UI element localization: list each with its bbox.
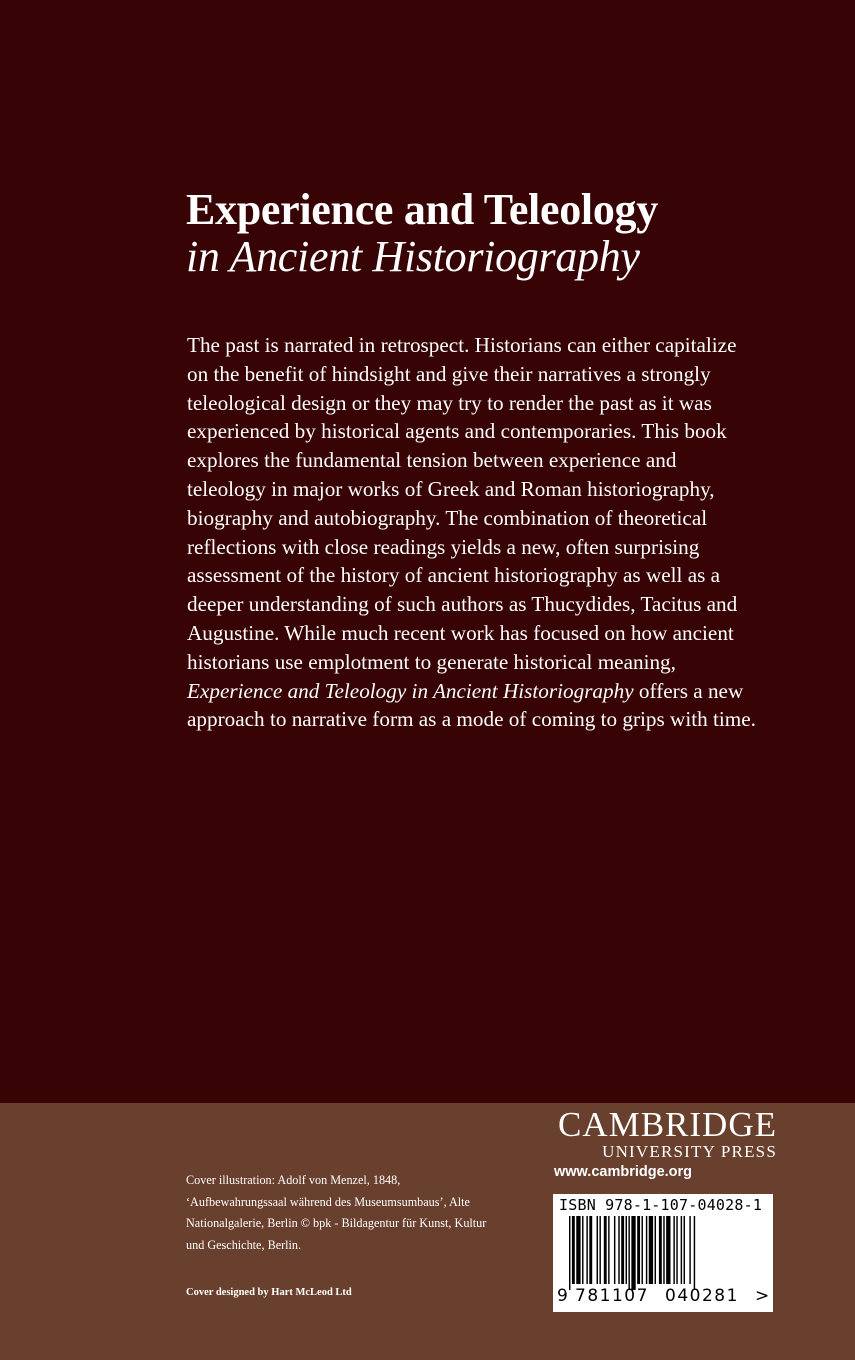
description-line: teleology in major works of Greek and Roman historiography, [187,476,715,501]
description-line: on the benefit of hindsight and give their narratives a strongly [187,361,711,386]
description-line: experienced by historical agents and contemporaries. This book [187,419,727,444]
barcode-bar [666,1216,670,1284]
book-title [186,186,806,280]
barcode-bar [659,1216,662,1284]
publisher-subname: UNIVERSITY PRESS [602,1142,777,1161]
cover-illustration-credit [186,1170,546,1256]
description-line [187,677,787,706]
cover-designer-credit: Cover designed by Hart McLeod Ltd [186,1287,352,1298]
barcode-bar [631,1216,635,1290]
barcode-bar [642,1216,643,1284]
description-line: The past is narrated in retrospect. Historians can either capitalize [187,333,737,357]
credit-line: und Geschichte, Berlin. [186,1237,302,1252]
description-line: explores the fundamental tension between experience and [187,448,677,473]
description-line: reflections with close readings yields a new, often surprising [187,534,700,559]
barcode-digits [553,1286,773,1310]
publisher-website: www.cambridge.org [554,1164,693,1180]
barcode-bar [599,1216,600,1284]
barcode-group-1: 781107 [575,1286,649,1306]
barcode-arrow: > [755,1286,770,1306]
barcode-bar [663,1216,664,1284]
barcode-bar [572,1216,575,1284]
book-title-line-2: in Ancient Historiography [186,232,640,281]
book-description [187,331,787,734]
publisher-logo [552,1105,777,1183]
barcode-bar [597,1216,598,1284]
isbn-label: ISBN 978-1-107-04028-1 [559,1196,763,1214]
barcode-bar [582,1216,583,1284]
isbn-barcode [553,1194,773,1312]
barcode-bar [637,1216,640,1284]
barcode-first-digit: 9 [557,1286,568,1306]
description-line: approach to narrative form as a mode of coming to grips with time. [187,707,756,732]
publisher-name: CAMBRIDGE [557,1105,777,1144]
description-line: historians use emplotment to generate historical meaning, [187,649,676,674]
credit-line: ‘Aufbewahrungssaal während des Museumsumbaus’, Alte [186,1194,470,1209]
barcode-bar [681,1216,682,1284]
barcode-bar [694,1216,695,1290]
barcode-bar [621,1216,624,1284]
description-line: biography and autobiography. The combination of theoretical [187,505,708,530]
barcode-bar [608,1216,609,1284]
book-title-line-1: Experience and Teleology [186,185,658,234]
barcode-bar [614,1216,615,1284]
credit-line: Cover illustration: Adolf von Menzel, 1848, [186,1173,401,1187]
barcode-bar [586,1216,587,1284]
barcode-bar [628,1216,629,1290]
barcode-bar [576,1216,580,1284]
barcode-bar [569,1216,570,1290]
barcode-group-2: 040281 [665,1286,739,1306]
barcode-bar [676,1216,677,1284]
barcode-bar [673,1216,674,1284]
barcode-bar [589,1216,592,1284]
barcode-bar [646,1216,647,1284]
description-line: assessment of the history of ancient historiography as well as a [187,563,721,588]
credit-line: Nationalgalerie, Berlin © bpk - Bildagentur für Kunst, Kultur [186,1216,487,1230]
barcode-bar [618,1216,619,1284]
barcode-bar [604,1216,607,1284]
description-line: teleological design or they may try to render the past as it was [187,390,712,415]
barcode-bar [684,1216,685,1284]
description-line: Augustine. While much recent work has focused on how ancient [187,620,734,645]
barcode-bar [689,1216,690,1284]
barcode-bar [649,1216,653,1284]
description-italic-title: Experience and Teleology in Ancient Historiography [187,678,634,703]
description-line-rest: offers a new [633,678,744,703]
description-line: deeper understanding of such authors as Thucydides, Tacitus and [187,592,738,617]
barcode-bar [626,1216,627,1284]
barcode-bar [655,1216,656,1284]
